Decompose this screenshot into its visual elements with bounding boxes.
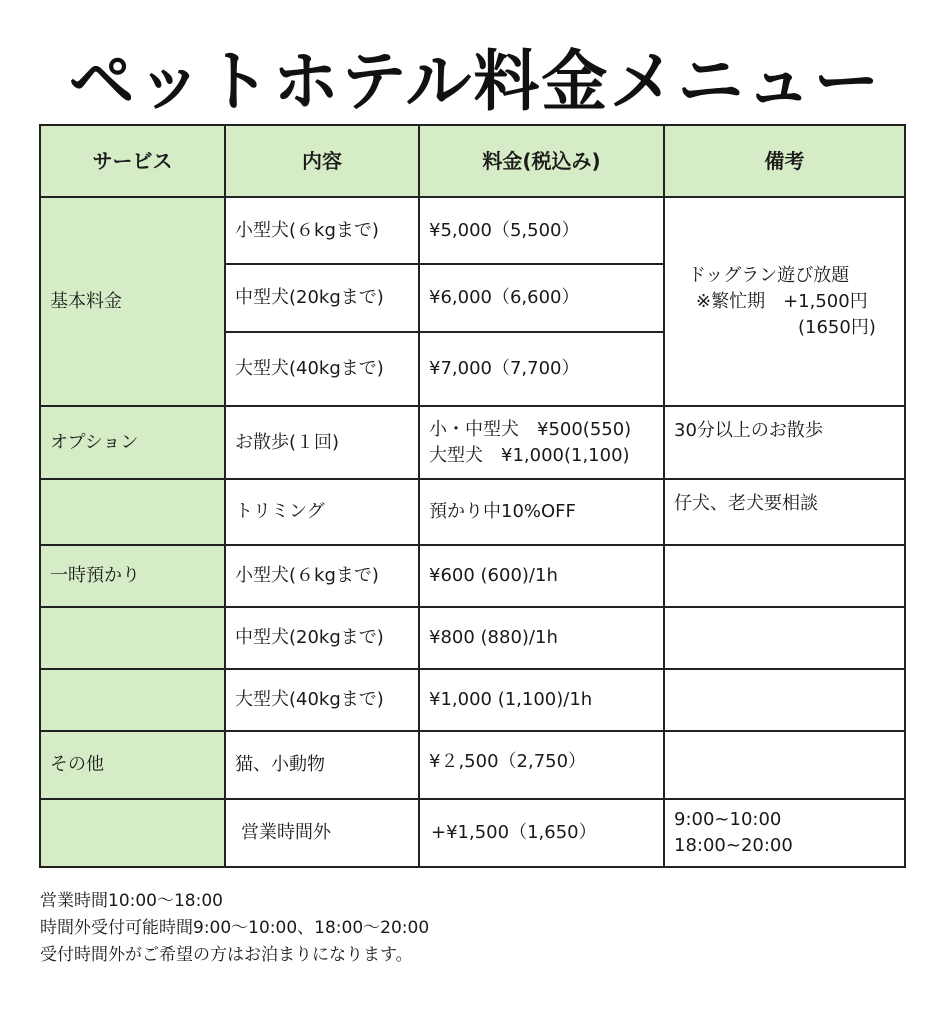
note-basic <box>664 197 905 406</box>
service-option-cont <box>40 479 225 545</box>
header-service: サービス <box>40 125 225 197</box>
price-temp-medium: ¥800 (880)/1h <box>429 627 558 648</box>
grid-line <box>39 606 906 608</box>
content-basic-large: 大型犬(40kgまで) <box>235 358 384 379</box>
header-notes: 備考 <box>664 125 905 197</box>
note-after-line1: 9:00~10:00 <box>674 809 782 830</box>
note-basic-line1: ドッグラン遊び放題 <box>688 264 850 286</box>
grid-line <box>39 798 906 800</box>
footer-line-after-hours: 時間外受付可能時間9:00〜10:00、18:00〜20:00 <box>40 918 430 938</box>
content-walk: お散歩(１回) <box>235 431 340 453</box>
content-basic-small: 小型犬(６kgまで) <box>235 219 379 241</box>
grid-line <box>39 544 906 546</box>
note-basic-line3: (1650円) <box>798 316 876 338</box>
grid-line <box>39 196 906 198</box>
grid-line <box>224 124 226 868</box>
price-temp-small: ¥600 (600)/1h <box>429 565 558 586</box>
note-trim: 仔犬、老犬要相談 <box>674 493 818 514</box>
page-title: ペットホテル料金メニュー <box>68 43 882 120</box>
content-trim: トリミング <box>235 501 325 522</box>
grid-line <box>224 263 665 265</box>
footer-line-overnight: 受付時間外がご希望の方はお泊まりになります。 <box>40 945 413 965</box>
price-after-hours: +¥1,500（1,650） <box>431 822 597 843</box>
price-walk-line2: 大型犬 ¥1,000(1,100) <box>429 444 630 466</box>
price-basic-small: ¥5,000（5,500） <box>429 219 580 241</box>
note-basic-line2: ※繁忙期 +1,500円 <box>696 290 868 312</box>
grid-line <box>904 124 906 868</box>
footer-line-hours: 営業時間10:00〜18:00 <box>40 891 223 911</box>
note-walk: 30分以上のお散歩 <box>674 420 823 441</box>
content-after-hours: 営業時間外 <box>241 822 331 843</box>
header-price: 料金(税込み) <box>419 125 664 197</box>
grid-line <box>39 478 906 480</box>
grid-line <box>39 124 906 126</box>
content-basic-medium: 中型犬(20kgまで) <box>235 287 384 308</box>
price-basic-large: ¥7,000（7,700） <box>429 358 580 379</box>
grid-line <box>418 124 420 868</box>
grid-line <box>39 668 906 670</box>
price-walk-line1: 小・中型犬 ¥500(550) <box>429 418 632 440</box>
service-temporary: 一時預かり <box>40 545 225 607</box>
note-after-line2: 18:00~20:00 <box>674 835 793 856</box>
price-walk <box>419 406 664 479</box>
price-cat: ¥２,500（2,750） <box>429 751 587 772</box>
content-temp-medium: 中型犬(20kgまで) <box>235 627 384 648</box>
service-other-cont <box>40 799 225 867</box>
grid-line <box>39 124 41 868</box>
price-trim: 預かり中10%OFF <box>429 501 576 522</box>
header-content: 内容 <box>225 125 419 197</box>
service-temporary-cont <box>40 669 225 731</box>
service-option: オプション <box>40 406 225 479</box>
grid-line <box>39 405 906 407</box>
content-cat: 猫、小動物 <box>235 754 325 775</box>
grid-line <box>39 866 906 868</box>
grid-line <box>224 331 665 333</box>
price-temp-large: ¥1,000 (1,100)/1h <box>429 689 593 710</box>
content-temp-large: 大型犬(40kgまで) <box>235 689 384 710</box>
service-other: その他 <box>40 731 225 799</box>
price-basic-medium: ¥6,000（6,600） <box>429 287 580 308</box>
footer-notes <box>40 888 429 969</box>
content-temp-small: 小型犬(６kgまで) <box>235 565 379 586</box>
note-after-hours <box>664 799 905 867</box>
grid-line <box>39 730 906 732</box>
grid-line <box>663 124 665 868</box>
service-temporary-cont <box>40 607 225 669</box>
service-basic: 基本料金 <box>40 197 225 406</box>
